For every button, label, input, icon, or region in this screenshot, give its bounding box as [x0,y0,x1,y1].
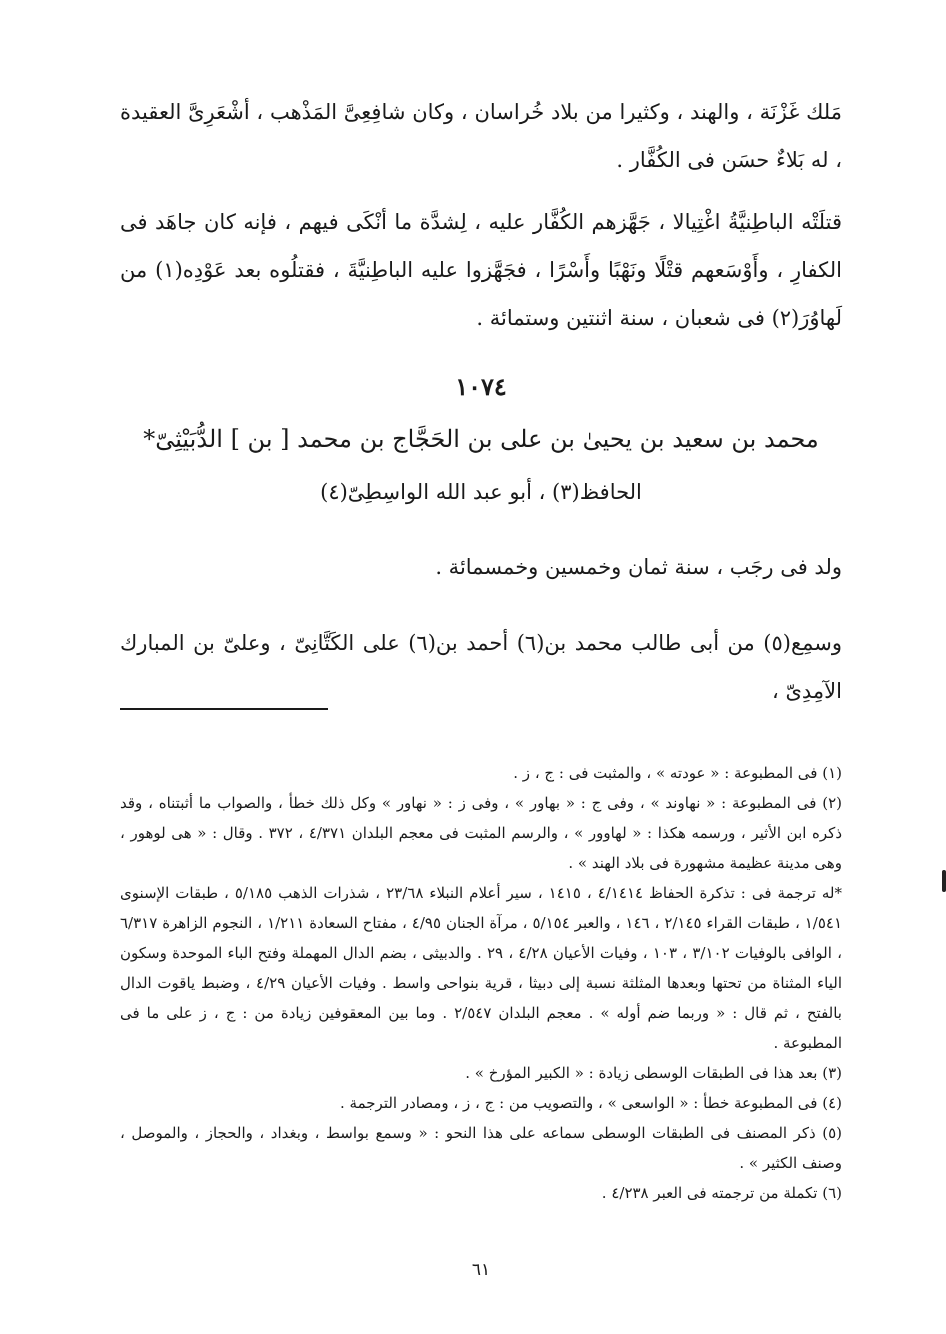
book-page [120,88,842,1298]
paragraph-2: قتلَتْه الباطِنيَّةُ اغْتِيالا ، جَهَّزهم الكُفَّار عليه ، لِشدَّة ما أنْكَى فيهم ، فإنه كان جاهَد فى الكفارِ ، وأَوْسَعهم قتْلًا ونَهْبًا وأَسْرًا ، فجَهَّزوا عليه الباطِنيَّةَ ، فقتلُوه بعد عَوْدِه(١) من لَهاوُرَ(٢) فى شعبان ، سنة اثنتين وستمائة . [120,210,842,330]
entry-heard: وسمِع(٥) من أبى طالب محمد بن(٦) أحمد بن(٦) على الكَتَّانِىّ ، وعلىّ بن المبارك الآمِدِىّ ، [120,631,842,703]
entry-subheading: الحافظ(٣) ، أبو عبد الله الواسِطِىّ(٤) [320,480,642,504]
footnote: (٤) فى المطبوعة خطأ : « الواسعى » ، والتصويب من : ج ، ز ، ومصادر الترجمة . [340,1094,842,1112]
paragraph-1: مَلك غَزْنَة ، والهند ، وكثيرا من بلاد خُراسان ، وكان شافِعِىَّ المَذْهب ، أشْعَرِىَّ العقيدة ، له بَلاءٌ حسَن فى الكُفَّار . [120,100,843,172]
footnote: (٦) تكملة من ترجمته فى العبر ٤/٢٣٨ . [601,1184,842,1202]
footnote: (٥) ذكر المصنف فى الطبقات الوسطى سماعه على هذا النحو : « وسمع بواسط ، وبغداد ، والحجاز ، والموصل ، وصنف الكثير » . [120,1124,842,1172]
footnote: (١) فى المطبوعة : « عودته » ، والمثبت فى : ج ، ز . [513,764,842,782]
page-number: ٦١ [471,1260,491,1280]
footnote: *له ترجمة فى : تذكرة الحفاظ ٤/١٤١٤ ، ١٤١٥ ، سير أعلام النبلاء ٢٣/٦٨ ، شذرات الذهب ٥/١٨٥ ، طبقات الإسنوى ١/٥٤١ ، طبقات القراء ٢/١٤٥ ، ١٤٦ ، والعبر ٥/١٥٤ ، مرآة الجنان ٤/٩٥ ، مفتاح السعادة ١/٢١١ ، النجوم الزاهرة ٦/٣١٧ ، الوافى بالوفيات ٣/١٠٢ ، ١٠٣ ، وفيات الأعيان ٤/٢٨ ، ٢٩ . والدبيثى ، بضم الدال المهملة وفتح الباء الموحدة وسكون الياء المثناة من تحتها وبعدها المثلثة نسبة إلى دبيثا ، قرية بنواحى واسط . وفيات الأعيان ٤/٢٩ ، وضبط ياقوت الدال بالفتح ، ثم قال : « وربما ضم أوله » . معجم البلدان ٢/٥٤٧ . وما بين المعقوفين زيادة من : ج ، ز على ما فى المطبوعة . [120,884,843,1052]
scan-edge-mark [942,870,946,892]
entry-born: ولد فى رجَب ، سنة ثمان وخمسين وخمسمائة . [435,555,842,579]
entry-heading: محمد بن سعيد بن يحيىٰ بن على بن الحَجَّاج بن محمد [ بن ] الدُّبَيْثِىّ* [143,425,819,453]
footnote-separator [120,708,328,710]
footnote: (٣) بعد هذا فى الطبقات الوسطى زيادة : « الكبير المؤرخ » . [465,1064,842,1082]
footnotes [120,758,842,1208]
footnote: (٢) فى المطبوعة : « نهاوند » ، وفى ج : « بهاور » ، وفى ز : « نهاور » وكل ذلك خطأ ، والصواب ما أثبتناه ، وقد ذكره ابن الأثير ، ورسمه هكذا : « لهاوور » ، والرسم المثبت فى معجم البلدان ٤/٣٧١ ، ٣٧٢ . وقال : « هى لوهور ، وهى مدينة عظيمة مشهورة فى بلاد الهند » . [120,794,843,872]
entry-number: ١٠٧٤ [455,372,507,401]
